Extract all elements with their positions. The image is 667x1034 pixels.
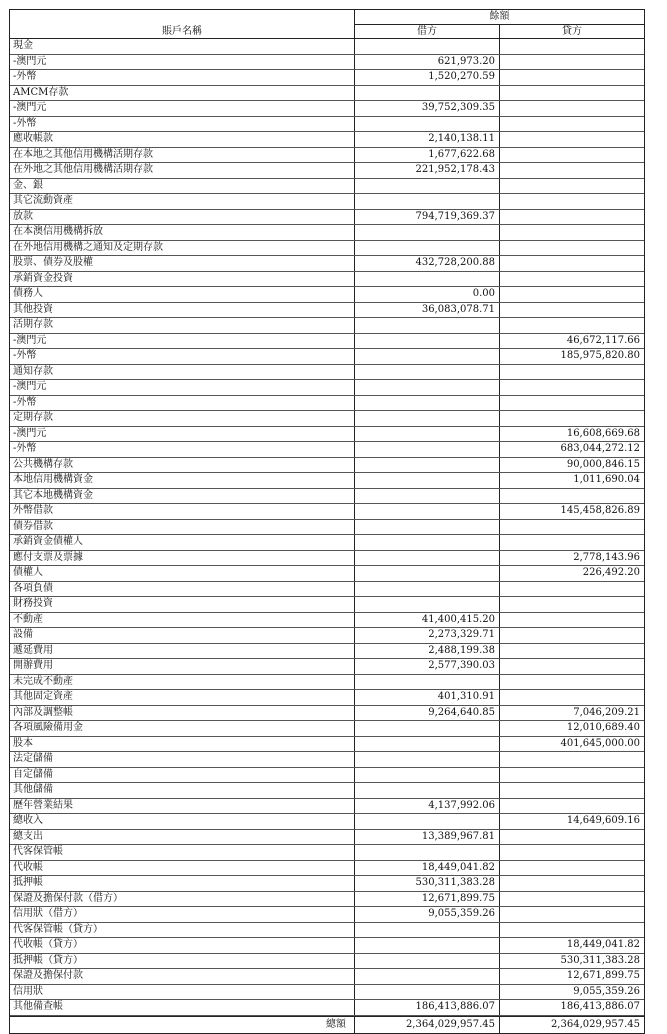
account-name: 代收帳 [10,861,355,876]
debit-amount [355,597,500,612]
table-row [10,489,644,505]
account-name: 總支出 [10,830,355,845]
account-name: 代客保管帳（貸方） [10,923,355,938]
total-credit: 2,364,029,957.45 [550,1018,640,1030]
account-name-header: 賬戶名稱 [10,10,355,38]
account-name: 內部及調整帳 [10,706,355,721]
credit-amount [500,132,644,147]
credit-amount: 186,413,886.07 [560,1001,640,1012]
table-row [10,458,644,474]
debit-amount [355,520,500,535]
credit-amount: 46,672,117.66 [566,334,640,346]
account-name: 在外地之其他信用機構活期存款 [10,163,355,178]
credit-amount: 9,055,359.26 [573,985,640,997]
debit-amount: 39,752,309.35 [355,101,500,116]
account-name: 在外地信用機構之通知及定期存款 [10,241,355,256]
debit-amount [355,969,500,984]
credit-amount [500,830,644,845]
debit-amount [355,566,500,581]
credit-amount: 530,311,383.28 [560,954,640,966]
account-name: 抵押帳 [10,876,355,891]
debit-amount [355,179,500,194]
table-row [10,721,644,737]
credit-amount [500,752,644,767]
credit-amount: 12,671,899.75 [566,970,640,981]
table-row [10,303,644,319]
debit-amount: 794,719,369.37 [355,210,500,225]
table-row [10,845,644,861]
table-row [10,985,644,1001]
debit-amount: 1,677,622.68 [355,148,500,163]
table-row [10,954,644,970]
credit-amount [500,55,644,70]
credit-amount [500,396,644,411]
table-row [10,70,644,86]
table-row [10,210,644,226]
table-row [10,768,644,784]
credit-amount: 145,458,826.89 [560,505,640,516]
table-row [10,675,644,691]
table-row [10,117,644,133]
account-name: 未完成不動產 [10,675,355,690]
table-row [10,551,644,567]
credit-amount: 2,778,143.96 [573,551,640,563]
amount-subheaders [355,25,644,38]
credit-amount [500,597,644,612]
debit-amount [355,349,500,364]
credit-amount [500,70,644,85]
table-row [10,659,644,675]
table-row [10,148,644,164]
credit-amount [500,272,644,287]
account-name: 股本 [10,737,355,752]
account-name: 信用狀（借方） [10,907,355,922]
account-name: 保證及擔保付款（借方） [10,892,355,907]
table-row [10,287,644,303]
debit-amount: 13,389,967.81 [355,830,500,845]
table-row [10,442,644,458]
debit-amount [355,117,500,132]
debit-amount: 36,083,078.71 [355,303,500,318]
debit-amount [355,535,500,550]
credit-amount [500,117,644,132]
credit-amount [500,876,644,891]
credit-amount [500,799,644,814]
table-row [10,566,644,582]
total-label: 總額 [10,1017,355,1033]
table-row [10,272,644,288]
credit-header: 貸方 [562,26,582,37]
debit-amount [355,396,500,411]
credit-amount [500,163,644,178]
debit-amount [355,427,500,442]
debit-amount [355,380,500,395]
account-name: 通知存款 [10,365,355,380]
table-row [10,752,644,768]
table-row [10,179,644,195]
account-name: -澳門元 [10,101,355,116]
table-row [10,969,644,985]
credit-amount [500,86,644,101]
account-name: 應付支票及票據 [10,551,355,566]
debit-amount: 186,413,886.07 [355,1000,500,1015]
debit-amount [355,938,500,953]
total-row [10,1016,644,1033]
debit-amount: 0.00 [355,287,500,302]
credit-amount [500,659,644,674]
credit-amount: 18,449,041.82 [566,939,640,950]
credit-amount [500,380,644,395]
debit-amount [355,442,500,457]
account-name: 現金 [10,39,355,54]
total-debit: 2,364,029,957.45 [355,1017,500,1033]
credit-amount [500,907,644,922]
debit-amount: 432,728,200.88 [355,256,500,271]
debit-amount: 1,520,270.59 [355,70,500,85]
account-name: -澳門元 [10,380,355,395]
debit-amount: 2,488,199.38 [355,644,500,659]
credit-amount [500,861,644,876]
table-body [10,39,644,1016]
credit-amount: 683,044,272.12 [560,443,640,454]
debit-amount [355,473,500,488]
credit-amount [500,241,644,256]
table-row [10,225,644,241]
credit-amount [500,845,644,860]
debit-amount: 621,973.20 [355,55,500,70]
credit-amount [500,628,644,643]
account-name: 其它流動資產 [10,194,355,209]
account-name: 開辦費用 [10,659,355,674]
debit-amount [355,675,500,690]
account-name: 承銷資金投資 [10,272,355,287]
debit-amount [355,721,500,736]
account-name: 債權人 [10,566,355,581]
account-name: -外幣 [10,70,355,85]
table-row [10,876,644,892]
account-name: 在本澳信用機構拆放 [10,225,355,240]
account-name: 活期存款 [10,318,355,333]
credit-amount [500,923,644,938]
credit-amount: 90,000,846.15 [566,458,640,470]
account-name: 定期存款 [10,411,355,426]
table-row [10,241,644,257]
account-name: 其它本地機構資金 [10,489,355,504]
credit-amount: 185,975,820.80 [560,350,640,361]
credit-amount [500,179,644,194]
credit-amount [500,489,644,504]
table-row [10,396,644,412]
table-row [10,163,644,179]
table-row [10,349,644,365]
credit-amount [500,256,644,271]
debit-amount: 4,137,992.06 [355,799,500,814]
debit-amount [355,845,500,860]
debit-amount [355,923,500,938]
account-name: 各項風險備用金 [10,721,355,736]
account-name: 債券借款 [10,520,355,535]
account-name: 代客保管帳 [10,845,355,860]
debit-amount [355,504,500,519]
credit-amount [500,520,644,535]
credit-amount: 1,011,690.04 [573,474,640,485]
debit-amount: 18,449,041.82 [355,861,500,876]
debit-amount [355,582,500,597]
credit-amount [500,225,644,240]
account-name: 其他備查帳 [10,1000,355,1015]
table-row [10,582,644,598]
debit-amount: 2,273,329.71 [355,628,500,643]
table-row [10,814,644,830]
debit-amount [355,411,500,426]
account-name: 保證及擔保付款 [10,969,355,984]
credit-amount: 401,645,000.00 [560,737,640,749]
debit-amount: 12,671,899.75 [355,892,500,907]
table-row [10,830,644,846]
credit-amount [500,690,644,705]
credit-amount [500,644,644,659]
debit-amount: 2,577,390.03 [355,659,500,674]
debit-amount [355,489,500,504]
table-row [10,256,644,272]
credit-amount [500,411,644,426]
table-row [10,706,644,722]
account-name: 放款 [10,210,355,225]
table-row [10,613,644,629]
account-name: -澳門元 [10,334,355,349]
account-name: 在本地之其他信用機構活期存款 [10,148,355,163]
credit-amount [500,768,644,783]
table-row [10,318,644,334]
credit-amount: 7,046,209.21 [573,706,640,718]
debit-amount: 401,310.91 [355,690,500,705]
debit-amount [355,39,500,54]
account-name: -外幣 [10,396,355,411]
balance-header: 餘額 [355,10,644,25]
account-name: 總收入 [10,814,355,829]
credit-amount [500,39,644,54]
table-row [10,690,644,706]
credit-amount [500,365,644,380]
table-row [10,473,644,489]
debit-amount [355,551,500,566]
account-name: 法定儲備 [10,752,355,767]
table-row [10,101,644,117]
debit-amount [355,458,500,473]
account-name: 其他儲備 [10,783,355,798]
debit-amount [355,768,500,783]
account-name: 外幣借款 [10,504,355,519]
table-row [10,938,644,954]
account-name: 歷年營業結果 [10,799,355,814]
account-name: 其他投資 [10,303,355,318]
table-row [10,365,644,381]
debit-amount [355,985,500,1000]
debit-amount [355,334,500,349]
debit-amount: 41,400,415.20 [355,613,500,628]
account-name: 公共機構存款 [10,458,355,473]
account-name: -外幣 [10,349,355,364]
account-name: 金、銀 [10,179,355,194]
table-row [10,535,644,551]
debit-amount [355,272,500,287]
account-name: 股票、債券及股權 [10,256,355,271]
account-name: 財務投資 [10,597,355,612]
credit-amount [500,582,644,597]
debit-amount [355,365,500,380]
account-name: 自定儲備 [10,768,355,783]
credit-amount [500,210,644,225]
debit-amount: 9,264,640.85 [355,706,500,721]
credit-amount: 226,492.20 [582,567,640,578]
debit-amount [355,783,500,798]
account-name: 其他固定資產 [10,690,355,705]
credit-amount [500,675,644,690]
account-name: -外幣 [10,117,355,132]
account-name: 抵押帳（貸方） [10,954,355,969]
table-row [10,597,644,613]
table-row [10,427,644,443]
credit-amount [500,318,644,333]
credit-amount [500,287,644,302]
credit-amount [500,101,644,116]
debit-amount: 2,140,138.11 [355,132,500,147]
debit-amount [355,225,500,240]
debit-amount: 530,311,383.28 [355,876,500,891]
credit-amount [500,613,644,628]
account-name: 設備 [10,628,355,643]
table-row [10,861,644,877]
debit-amount [355,954,500,969]
credit-amount: 12,010,689.40 [566,722,640,733]
account-name: 不動產 [10,613,355,628]
account-name: -澳門元 [10,55,355,70]
credit-amount [500,535,644,550]
table-row [10,737,644,753]
table-row [10,334,644,350]
account-name: -澳門元 [10,427,355,442]
debit-amount [355,86,500,101]
credit-amount [500,783,644,798]
debit-amount [355,318,500,333]
table-row [10,194,644,210]
table-row [10,39,644,55]
credit-amount [500,194,644,209]
debit-amount [355,814,500,829]
account-name: 應收帳款 [10,132,355,147]
account-name: 承銷資金債權人 [10,535,355,550]
table-row [10,504,644,520]
account-name: 債務人 [10,287,355,302]
amount-header-group [355,10,644,38]
debit-amount: 9,055,359.26 [355,907,500,922]
table-row [10,923,644,939]
table-header [10,10,644,39]
debit-amount: 221,952,178.43 [355,163,500,178]
account-name: AMCM存款 [10,86,355,101]
debit-amount [355,752,500,767]
credit-amount [500,892,644,907]
table-row [10,86,644,102]
account-name: -外幣 [10,442,355,457]
table-row [10,55,644,71]
table-row [10,411,644,427]
account-name: 遞延費用 [10,644,355,659]
trial-balance-table [9,9,645,1034]
debit-amount [355,194,500,209]
table-row [10,628,644,644]
debit-amount [355,737,500,752]
account-name: 信用狀 [10,985,355,1000]
credit-amount [500,148,644,163]
account-name: 本地信用機構資金 [10,473,355,488]
debit-header: 借方 [355,25,500,38]
table-row [10,132,644,148]
debit-amount [355,241,500,256]
table-row [10,380,644,396]
table-row [10,1000,644,1016]
table-row [10,520,644,536]
table-row [10,799,644,815]
table-row [10,892,644,908]
credit-amount: 14,649,609.16 [566,815,640,826]
table-row [10,644,644,660]
credit-amount [500,303,644,318]
account-name: 各項負債 [10,582,355,597]
table-row [10,783,644,799]
table-row [10,907,644,923]
credit-amount: 16,608,669.68 [566,427,640,439]
account-name: 代收帳（貸方） [10,938,355,953]
